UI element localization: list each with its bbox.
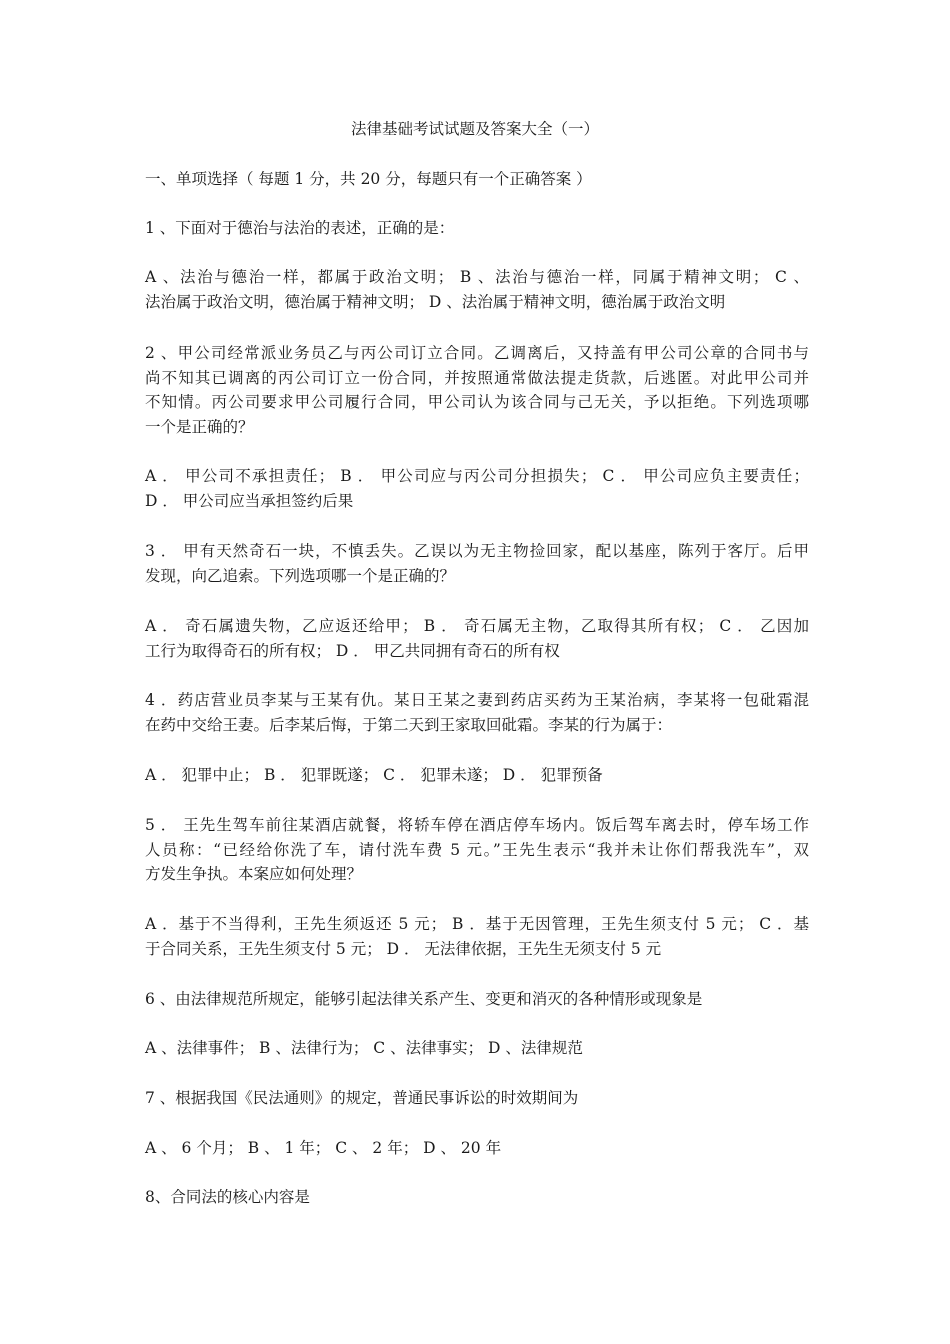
option-line: A 、 6 个月； B 、 1 年； C 、 2 年； D 、 20 年 bbox=[145, 1139, 502, 1157]
option-line: D ． 甲公司应当承担签约后果 bbox=[145, 491, 354, 510]
question-2-options bbox=[145, 464, 809, 513]
question-3-options bbox=[145, 614, 809, 663]
question-line: 1 、下面对于德治与法治的表述，正确的是： bbox=[145, 219, 455, 237]
question-2-stem bbox=[145, 341, 809, 439]
question-1-options bbox=[145, 265, 809, 314]
question-line: 6 、由法律规范所规定，能够引起法律关系产生、变更和消灭的各种情形或现象是 bbox=[145, 990, 703, 1008]
question-line: 发现，向乙追索。下列选项哪一个是正确的？ bbox=[145, 566, 456, 585]
question-6-options bbox=[145, 1036, 809, 1061]
question-line: 不知情。丙公司要求甲公司履行合同，甲公司认为该合同与己无关，予以拒绝。下列选项哪 bbox=[145, 393, 809, 411]
option-line: 法治属于政治文明，德治属于精神文明； D 、法治属于精神文明，德治属于政治文明 bbox=[145, 292, 726, 311]
question-line: 在药中交给王妻。后李某后悔，于第二天到王家取回砒霜。李某的行为属于： bbox=[145, 715, 673, 734]
question-3-stem bbox=[145, 539, 809, 588]
question-7-stem bbox=[145, 1086, 809, 1111]
question-6-stem bbox=[145, 987, 809, 1012]
option-line: A ．基于不当得利，王先生须返还 5 元； B ．基于无因管理，王先生须支付 5 元； C ．基 bbox=[145, 915, 809, 933]
option-line: A ． 甲公司不承担责任； B ． 甲公司应与丙公司分担损失； C ． 甲公司应负主要责任； bbox=[145, 467, 809, 485]
question-line: 人员称：“已经给你洗了车，请付洗车费 5 元。”王先生表示“我并未让你们帮我洗车”，双 bbox=[145, 840, 809, 859]
question-line: 尚不知其已调离的丙公司订立一份合同，并按照通常做法提走货款，后逃匿。对此甲公司并 bbox=[145, 368, 809, 387]
option-line: 工行为取得奇石的所有权； D ． 甲乙共同拥有奇石的所有权 bbox=[145, 641, 560, 660]
question-5-options bbox=[145, 912, 809, 961]
question-line: 一个是正确的？ bbox=[145, 417, 254, 436]
option-line: 于合同关系，王先生须支付 5 元； D ． 无法律依据，王先生无须支付 5 元 bbox=[145, 939, 662, 958]
question-line: 2 、甲公司经常派业务员乙与丙公司订立合同。乙调离后，又持盖有甲公司公章的合同书与 bbox=[145, 344, 809, 362]
question-line: 7 、根据我国《民法通则》的规定，普通民事诉讼的时效期间为 bbox=[145, 1089, 579, 1107]
question-7-options bbox=[145, 1136, 809, 1161]
question-5-stem bbox=[145, 813, 809, 887]
question-line: 3 ． 甲有天然奇石一块，不慎丢失。乙误以为无主物捡回家，配以基座，陈列于客厅。后甲 bbox=[145, 542, 809, 560]
question-8-stem bbox=[145, 1185, 809, 1210]
option-line: A 、法治与德治一样，都属于政治文明； B 、法治与德治一样，同属于精神文明； C 、 bbox=[145, 268, 809, 286]
option-line: A ． 奇石属遗失物，乙应返还给甲； B ． 奇石属无主物，乙取得其所有权； C ． 乙因加 bbox=[145, 617, 809, 635]
question-line: 4 ．药店营业员李某与王某有仇。某日王某之妻到药店买药为王某治病，李某将一包砒霜混 bbox=[145, 691, 809, 709]
section-heading bbox=[145, 167, 809, 192]
option-line: A ． 犯罪中止； B ． 犯罪既遂； C ． 犯罪未遂； D ． 犯罪预备 bbox=[145, 766, 603, 784]
question-line: 5 ． 王先生驾车前往某酒店就餐，将轿车停在酒店停车场内。饭后驾车离去时，停车场工作 bbox=[145, 816, 809, 834]
question-4-options bbox=[145, 763, 809, 788]
question-4-stem bbox=[145, 688, 809, 737]
document-title: 法律基础考试试题及答案大全（一） bbox=[350, 120, 599, 138]
question-1-stem bbox=[145, 216, 809, 241]
question-line: 方发生争执。本案应如何处理？ bbox=[145, 865, 363, 883]
option-line: A 、法律事件； B 、法律行为； C 、法律事实； D 、法律规范 bbox=[145, 1039, 583, 1057]
question-line: 8、合同法的核心内容是 bbox=[145, 1188, 310, 1206]
section-heading-text: 一、单项选择（ 每题 1 分，共 20 分，每题只有一个正确答案 ） bbox=[145, 170, 592, 188]
